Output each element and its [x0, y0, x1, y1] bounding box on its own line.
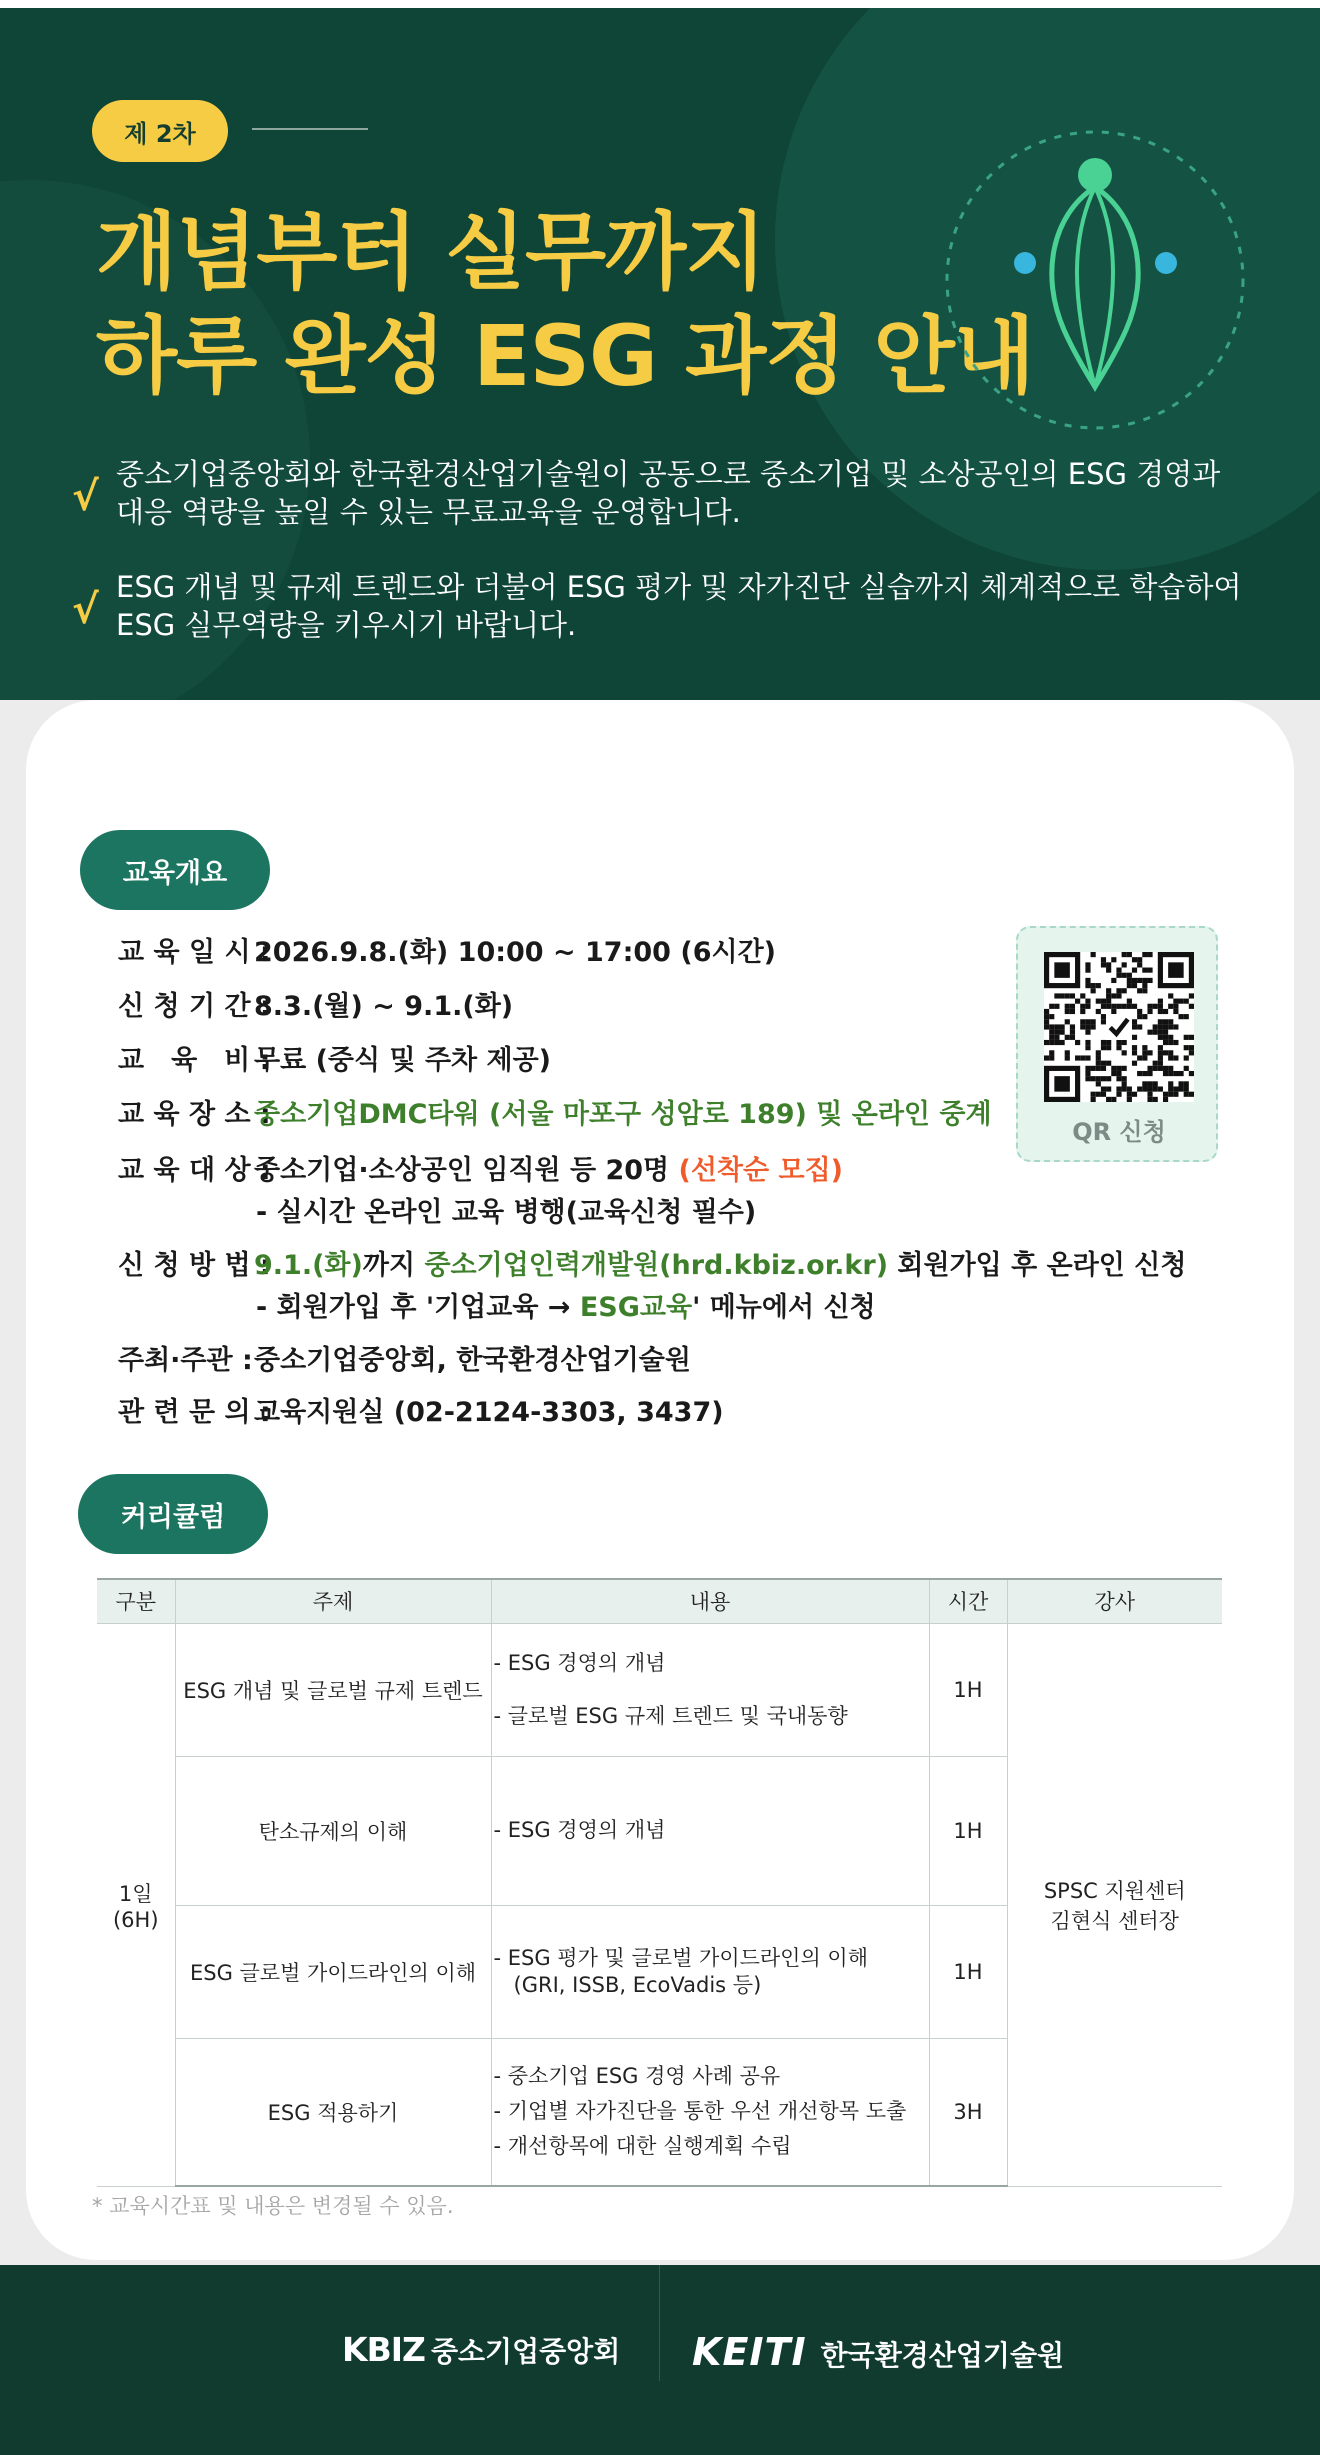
info-value: 교육지원실 (02-2124-3303, 3437) — [254, 1397, 724, 1428]
title-line-1: 개념부터 실무까지 — [96, 203, 766, 301]
time-cell: 3H — [929, 2038, 1007, 2186]
info-subnote — [256, 1285, 876, 1324]
topic-cell: 탄소규제의 이해 — [175, 1756, 491, 1905]
topic-cell: ESG 개념 및 글로벌 규제 트렌드 — [175, 1623, 491, 1756]
leaf-emblem-icon — [940, 125, 1250, 435]
day-cell — [97, 1623, 175, 2186]
curriculum-table — [97, 1578, 1222, 2187]
site-link[interactable]: 중소기업인력개발원(hrd.kbiz.or.kr) — [424, 1250, 889, 1281]
check-icon: √ — [72, 474, 99, 520]
badge-divider-line — [252, 128, 368, 130]
header-instructor: 강사 — [1007, 1579, 1222, 1623]
header-time: 시간 — [929, 1579, 1007, 1623]
card-corner-left — [26, 700, 96, 770]
qr-label: QR 신청 — [1072, 1118, 1166, 1146]
section-title-overview: 교육개요 — [80, 830, 270, 910]
info-row-target — [118, 1148, 844, 1228]
time-cell: 1H — [929, 1905, 1007, 2038]
table-header-row — [97, 1579, 1222, 1623]
info-label: 교 육 장 소 : — [118, 1099, 271, 1130]
description-line: ESG 개념 및 규제 트렌드와 더불어 ESG 평가 및 자가진단 실습까지 체계적으로 학습하여 — [116, 570, 1242, 604]
info-text: 까지 — [362, 1250, 425, 1281]
info-text: 회원가입 후 온라인 신청 — [888, 1250, 1187, 1281]
instructor-org: SPSC 지원센터 — [1043, 1878, 1186, 1903]
content-line: - 중소기업 ESG 경영 사례 공유 — [493, 2064, 781, 2089]
hero-description-list — [72, 455, 1272, 681]
topic-cell: ESG 적용하기 — [175, 2038, 491, 2186]
description-line: 대응 역량을 높일 수 있는 무료교육을 운영합니다. — [116, 495, 741, 529]
top-white-strip — [0, 0, 1320, 8]
subnote-text: ' 메뉴에서 신청 — [692, 1292, 876, 1323]
content-cell — [491, 2038, 929, 2186]
subnote-text: - 회원가입 후 '기업교육 → — [256, 1292, 580, 1323]
header-content: 내용 — [491, 1579, 929, 1623]
info-row-contact — [118, 1390, 724, 1429]
time-cell: 1H — [929, 1623, 1007, 1756]
info-row-method — [118, 1243, 1187, 1323]
content-cell — [491, 1905, 929, 2038]
day-hours: (6H) — [112, 1907, 159, 1932]
kbiz-logo — [342, 2330, 620, 2370]
info-value: 2026.9.8.(화) 10:00 ~ 17:00 (6시간) — [254, 937, 776, 968]
footer-divider — [659, 2265, 660, 2381]
content-line: - ESG 평가 및 글로벌 가이드라인의 이해 — [493, 1945, 869, 1970]
keiti-logo-text: 한국환경산업기술원 — [820, 2339, 1065, 2372]
info-label: 교 육 일 시 : — [118, 937, 271, 968]
time-cell: 1H — [929, 1756, 1007, 1905]
description-line: 중소기업중앙회와 한국환경산업기술원이 공동으로 중소기업 및 소상공인의 ESG 경영과 — [116, 457, 1221, 491]
qr-code-icon[interactable] — [1044, 952, 1194, 1102]
topic-cell: ESG 글로벌 가이드라인의 이해 — [175, 1905, 491, 2038]
page-title — [96, 200, 1034, 408]
title-line-2: 하루 완성 ESG 과정 안내 — [96, 307, 1034, 405]
section-title-curriculum: 커리큘럼 — [78, 1474, 268, 1554]
info-deadline: 9.1.(화) — [254, 1250, 363, 1281]
info-highlight: (선착순 모집) — [678, 1155, 844, 1186]
day-label: 1일 — [118, 1881, 153, 1906]
info-label: 주최·주관 : — [118, 1345, 253, 1376]
info-value: 중소기업중앙회, 한국환경산업기술원 — [254, 1345, 691, 1376]
description-item — [72, 455, 1272, 531]
content-line: - ESG 경영의 개념 — [493, 1818, 666, 1842]
info-label: 교 육 비 : — [118, 1045, 271, 1076]
info-row-place — [118, 1092, 992, 1131]
card-corner-right — [1224, 700, 1294, 770]
info-label: 신 청 기 간 : — [118, 991, 271, 1022]
table-row — [97, 1623, 1222, 1756]
info-row-host — [118, 1338, 691, 1377]
kbiz-logo-text: 중소기업중앙회 — [430, 2335, 621, 2368]
card-top-fill — [26, 700, 1294, 780]
kbiz-logo-mark: KBIZ — [342, 2330, 425, 2369]
keiti-logo — [692, 2330, 1064, 2374]
footer-bar — [0, 2265, 1320, 2455]
info-row-date — [118, 930, 776, 969]
subnote-menu: ESG교육 — [579, 1292, 693, 1323]
description-item — [72, 568, 1272, 644]
info-label: 관 련 문 의 : — [118, 1397, 271, 1428]
round-badge: 제 2차 — [92, 100, 228, 162]
check-icon: √ — [72, 587, 99, 633]
instructor-name: 김현식 센터장 — [1050, 1908, 1179, 1933]
info-label: 신 청 방 법 : — [118, 1250, 271, 1281]
schedule-note: * 교육시간표 및 내용은 변경될 수 있음. — [92, 2194, 454, 2218]
header-topic: 주제 — [175, 1579, 491, 1623]
info-subnote: - 실시간 온라인 교육 병행(교육신청 필수) — [256, 1197, 757, 1228]
info-value: 중소기업·소상공인 임직원 등 20명 — [254, 1155, 670, 1186]
header-division: 구분 — [97, 1579, 175, 1623]
description-line: ESG 실무역량을 키우시기 바랍니다. — [116, 608, 577, 642]
info-value: 8.3.(월) ~ 9.1.(화) — [254, 991, 514, 1022]
content-cell — [491, 1623, 929, 1756]
info-value: 중소기업DMC타워 (서울 마포구 성암로 189) 및 온라인 중계 — [254, 1099, 992, 1130]
info-row-fee — [118, 1038, 551, 1077]
info-value: 무료 (중식 및 주차 제공) — [254, 1045, 552, 1076]
content-cell — [491, 1756, 929, 1905]
content-line: - 글로벌 ESG 규제 트렌드 및 국내동향 — [493, 1703, 848, 1728]
content-line: (GRI, ISSB, EcoVadis 등) — [493, 1972, 762, 1997]
content-line: - ESG 경영의 개념 — [493, 1650, 666, 1675]
info-row-period — [118, 984, 513, 1023]
keiti-logo-mark: KEITI — [692, 2330, 807, 2374]
info-label: 교 육 대 상 : — [118, 1155, 271, 1186]
content-line: - 기업별 자가진단을 통한 우선 개선항목 도출 — [493, 2099, 907, 2124]
instructor-cell — [1007, 1623, 1222, 2186]
content-line: - 개선항목에 대한 실행계획 수립 — [493, 2134, 792, 2159]
qr-apply-box[interactable] — [1016, 926, 1218, 1162]
